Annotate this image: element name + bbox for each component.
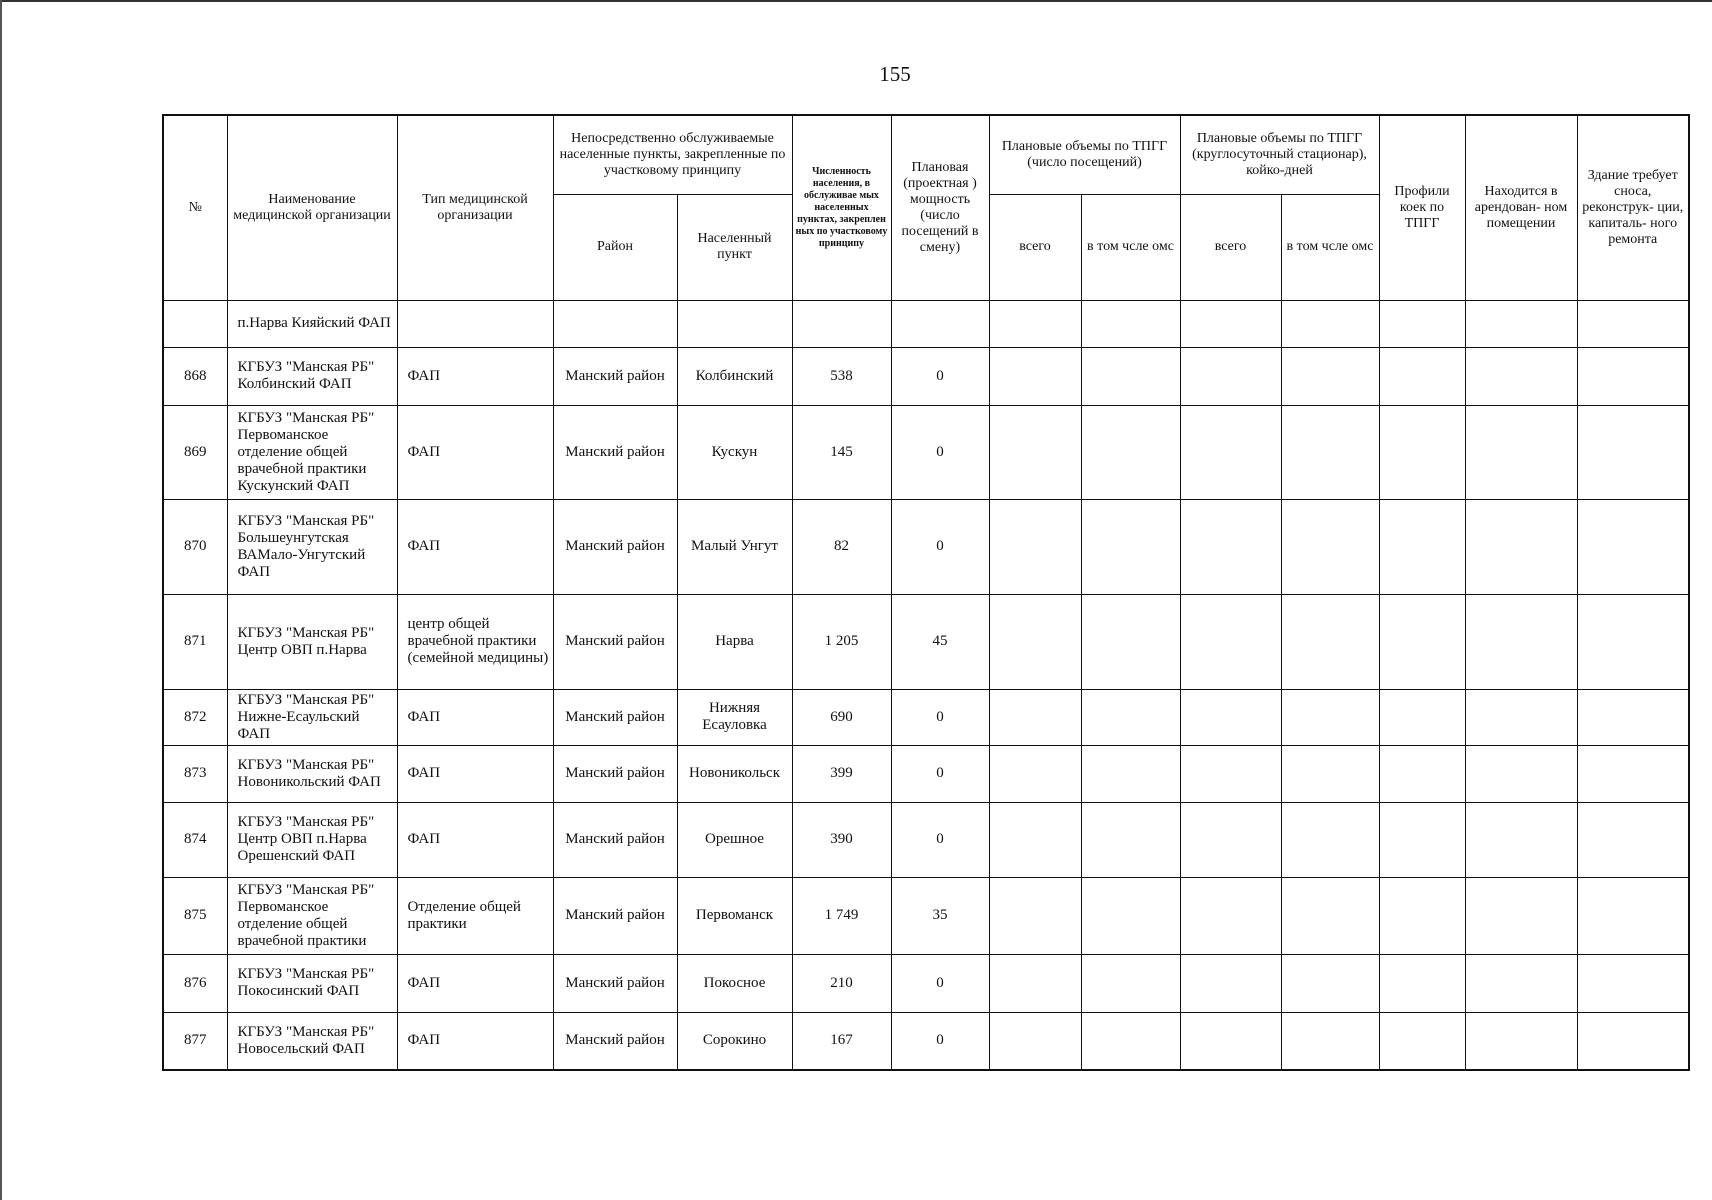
settlement-cell: Нарва	[677, 594, 792, 689]
facility-table	[162, 114, 1690, 1071]
building-cell	[1577, 347, 1689, 405]
rented-cell	[1465, 689, 1577, 745]
row-number-cell: 877	[163, 1012, 227, 1070]
table-row	[163, 745, 1689, 802]
rented-cell	[1465, 802, 1577, 877]
header-hospital-total: всего	[1180, 194, 1281, 300]
building-cell	[1577, 499, 1689, 594]
building-cell	[1577, 745, 1689, 802]
bed-profiles-cell	[1379, 347, 1465, 405]
visits-total-cell	[989, 745, 1081, 802]
org-name-cell: п.Нарва Кияйский ФАП	[227, 300, 397, 347]
district-cell: Манский район	[553, 347, 677, 405]
building-cell	[1577, 300, 1689, 347]
visits-oms-cell	[1081, 802, 1180, 877]
row-number-cell: 871	[163, 594, 227, 689]
org-type-cell: ФАП	[397, 689, 553, 745]
table-row	[163, 405, 1689, 499]
row-number-cell: 876	[163, 954, 227, 1012]
building-cell	[1577, 802, 1689, 877]
org-name-cell: КГБУЗ "Манская РБ" Покосинский ФАП	[227, 954, 397, 1012]
table-row	[163, 300, 1689, 347]
settlement-cell: Первоманск	[677, 877, 792, 954]
header-building: Здание требует сноса, реконструк- ции, капиталь- ного ремонта	[1577, 115, 1689, 300]
header-capacity: Плановая (проектная ) мощность (число посещений в смену)	[891, 115, 989, 300]
hospital-oms-cell	[1281, 877, 1379, 954]
visits-total-cell	[989, 1012, 1081, 1070]
row-number-cell: 870	[163, 499, 227, 594]
header-visits-total: всего	[989, 194, 1081, 300]
hospital-oms-cell	[1281, 745, 1379, 802]
district-cell: Манский район	[553, 745, 677, 802]
header-org-type: Тип медицинской организации	[397, 115, 553, 300]
settlement-cell: Малый Унгут	[677, 499, 792, 594]
org-type-cell: ФАП	[397, 954, 553, 1012]
hospital-oms-cell	[1281, 347, 1379, 405]
hospital-total-cell	[1180, 499, 1281, 594]
visits-total-cell	[989, 300, 1081, 347]
hospital-oms-cell	[1281, 1012, 1379, 1070]
org-name-cell: КГБУЗ "Манская РБ" Большеунгутская ВАМало-Унгутский ФАП	[227, 499, 397, 594]
org-type-cell: Отделение общей практики	[397, 877, 553, 954]
rented-cell	[1465, 745, 1577, 802]
table-header	[163, 115, 1689, 300]
org-name-cell: КГБУЗ "Манская РБ" Первоманское отделение общей врачебной практики	[227, 877, 397, 954]
population-cell: 167	[792, 1012, 891, 1070]
population-cell: 690	[792, 689, 891, 745]
population-cell: 390	[792, 802, 891, 877]
visits-oms-cell	[1081, 594, 1180, 689]
visits-total-cell	[989, 594, 1081, 689]
settlement-cell: Покосное	[677, 954, 792, 1012]
visits-total-cell	[989, 689, 1081, 745]
capacity-cell: 0	[891, 689, 989, 745]
header-district: Район	[553, 194, 677, 300]
hospital-total-cell	[1180, 877, 1281, 954]
visits-oms-cell	[1081, 347, 1180, 405]
header-settlement: Населенный пункт	[677, 194, 792, 300]
capacity-cell: 45	[891, 594, 989, 689]
capacity-cell: 0	[891, 347, 989, 405]
hospital-oms-cell	[1281, 802, 1379, 877]
rented-cell	[1465, 1012, 1577, 1070]
capacity-cell: 35	[891, 877, 989, 954]
hospital-total-cell	[1180, 347, 1281, 405]
rented-cell	[1465, 877, 1577, 954]
visits-oms-cell	[1081, 499, 1180, 594]
bed-profiles-cell	[1379, 499, 1465, 594]
building-cell	[1577, 689, 1689, 745]
visits-oms-cell	[1081, 954, 1180, 1012]
capacity-cell: 0	[891, 954, 989, 1012]
row-number-cell	[163, 300, 227, 347]
org-name-cell: КГБУЗ "Манская РБ" Центр ОВП п.Нарва	[227, 594, 397, 689]
row-number-cell: 872	[163, 689, 227, 745]
capacity-cell: 0	[891, 1012, 989, 1070]
org-name-cell: КГБУЗ "Манская РБ" Колбинский ФАП	[227, 347, 397, 405]
visits-total-cell	[989, 405, 1081, 499]
org-type-cell: ФАП	[397, 802, 553, 877]
rented-cell	[1465, 300, 1577, 347]
district-cell: Манский район	[553, 689, 677, 745]
population-cell: 1 205	[792, 594, 891, 689]
header-visits-oms: в том чсле омс	[1081, 194, 1180, 300]
visits-oms-cell	[1081, 689, 1180, 745]
settlement-cell: Сорокино	[677, 1012, 792, 1070]
capacity-cell: 0	[891, 802, 989, 877]
org-name-cell: КГБУЗ "Манская РБ" Нижне-Есаульский ФАП	[227, 689, 397, 745]
header-hospital-oms: в том чсле омс	[1281, 194, 1379, 300]
population-cell: 210	[792, 954, 891, 1012]
org-type-cell	[397, 300, 553, 347]
rented-cell	[1465, 954, 1577, 1012]
header-org-name: Наименование медицинской организации	[227, 115, 397, 300]
capacity-cell: 0	[891, 745, 989, 802]
hospital-total-cell	[1180, 594, 1281, 689]
hospital-oms-cell	[1281, 689, 1379, 745]
settlement-cell: Колбинский	[677, 347, 792, 405]
table-body	[163, 300, 1689, 1070]
hospital-oms-cell	[1281, 594, 1379, 689]
visits-oms-cell	[1081, 300, 1180, 347]
hospital-total-cell	[1180, 300, 1281, 347]
hospital-total-cell	[1180, 1012, 1281, 1070]
header-settlements: Непосредственно обслуживаемые населенные пункты, закрепленные по участковому принципу	[553, 115, 792, 194]
visits-oms-cell	[1081, 877, 1180, 954]
visits-total-cell	[989, 954, 1081, 1012]
header-num: №	[163, 115, 227, 300]
building-cell	[1577, 405, 1689, 499]
district-cell: Манский район	[553, 954, 677, 1012]
hospital-total-cell	[1180, 954, 1281, 1012]
building-cell	[1577, 877, 1689, 954]
capacity-cell: 0	[891, 499, 989, 594]
org-type-cell: ФАП	[397, 745, 553, 802]
table-row	[163, 594, 1689, 689]
scan-edge-top	[0, 0, 1712, 2]
capacity-cell	[891, 300, 989, 347]
bed-profiles-cell	[1379, 954, 1465, 1012]
population-cell: 145	[792, 405, 891, 499]
rented-cell	[1465, 594, 1577, 689]
hospital-total-cell	[1180, 745, 1281, 802]
hospital-oms-cell	[1281, 405, 1379, 499]
table-row	[163, 954, 1689, 1012]
table-row	[163, 802, 1689, 877]
district-cell: Манский район	[553, 1012, 677, 1070]
org-name-cell: КГБУЗ "Манская РБ" Первоманское отделение общей врачебной практики Кускунский ФАП	[227, 405, 397, 499]
district-cell: Манский район	[553, 405, 677, 499]
hospital-oms-cell	[1281, 300, 1379, 347]
district-cell: Манский район	[553, 802, 677, 877]
row-number-cell: 874	[163, 802, 227, 877]
table-row	[163, 1012, 1689, 1070]
building-cell	[1577, 1012, 1689, 1070]
row-number-cell: 869	[163, 405, 227, 499]
district-cell: Манский район	[553, 594, 677, 689]
org-name-cell: КГБУЗ "Манская РБ" Новосельский ФАП	[227, 1012, 397, 1070]
row-number-cell: 875	[163, 877, 227, 954]
visits-oms-cell	[1081, 1012, 1180, 1070]
hospital-oms-cell	[1281, 954, 1379, 1012]
org-type-cell: центр общей врачебной практики (семейной медицины)	[397, 594, 553, 689]
bed-profiles-cell	[1379, 877, 1465, 954]
row-number-cell: 873	[163, 745, 227, 802]
table-row	[163, 877, 1689, 954]
org-name-cell: КГБУЗ "Манская РБ" Новоникольский ФАП	[227, 745, 397, 802]
hospital-total-cell	[1180, 802, 1281, 877]
population-cell: 82	[792, 499, 891, 594]
page-number: 155	[879, 62, 911, 86]
rented-cell	[1465, 499, 1577, 594]
org-type-cell: ФАП	[397, 405, 553, 499]
visits-total-cell	[989, 802, 1081, 877]
row-number-cell: 868	[163, 347, 227, 405]
building-cell	[1577, 594, 1689, 689]
hospital-total-cell	[1180, 689, 1281, 745]
district-cell: Манский район	[553, 499, 677, 594]
visits-total-cell	[989, 499, 1081, 594]
visits-total-cell	[989, 347, 1081, 405]
settlement-cell: Кускун	[677, 405, 792, 499]
bed-profiles-cell	[1379, 802, 1465, 877]
bed-profiles-cell	[1379, 300, 1465, 347]
district-cell	[553, 300, 677, 347]
org-name-cell: КГБУЗ "Манская РБ" Центр ОВП п.Нарва Орешенский ФАП	[227, 802, 397, 877]
header-hospital: Плановые объемы по ТПГГ (круглосуточный стационар), койко-дней	[1180, 115, 1379, 194]
visits-oms-cell	[1081, 745, 1180, 802]
population-cell: 538	[792, 347, 891, 405]
capacity-cell: 0	[891, 405, 989, 499]
header-population: Численность населения, в обслуживае мых населенных пунктах, закреплен ных по участковому принципу	[792, 115, 891, 300]
org-type-cell: ФАП	[397, 1012, 553, 1070]
bed-profiles-cell	[1379, 745, 1465, 802]
bed-profiles-cell	[1379, 594, 1465, 689]
bed-profiles-cell	[1379, 405, 1465, 499]
visits-oms-cell	[1081, 405, 1180, 499]
table-row	[163, 347, 1689, 405]
header-rented: Находится в арендован- ном помещении	[1465, 115, 1577, 300]
header-visits: Плановые объемы по ТПГГ (число посещений)	[989, 115, 1180, 194]
hospital-total-cell	[1180, 405, 1281, 499]
settlement-cell: Новоникольск	[677, 745, 792, 802]
district-cell: Манский район	[553, 877, 677, 954]
hospital-oms-cell	[1281, 499, 1379, 594]
population-cell	[792, 300, 891, 347]
table-row	[163, 499, 1689, 594]
settlement-cell	[677, 300, 792, 347]
rented-cell	[1465, 347, 1577, 405]
visits-total-cell	[989, 877, 1081, 954]
settlement-cell: Орешное	[677, 802, 792, 877]
scan-edge-left	[0, 0, 2, 1200]
building-cell	[1577, 954, 1689, 1012]
population-cell: 1 749	[792, 877, 891, 954]
rented-cell	[1465, 405, 1577, 499]
settlement-cell: Нижняя Есауловка	[677, 689, 792, 745]
header-bed-profiles: Профили коек по ТПГГ	[1379, 115, 1465, 300]
bed-profiles-cell	[1379, 689, 1465, 745]
table-row	[163, 689, 1689, 745]
org-type-cell: ФАП	[397, 347, 553, 405]
population-cell: 399	[792, 745, 891, 802]
bed-profiles-cell	[1379, 1012, 1465, 1070]
org-type-cell: ФАП	[397, 499, 553, 594]
